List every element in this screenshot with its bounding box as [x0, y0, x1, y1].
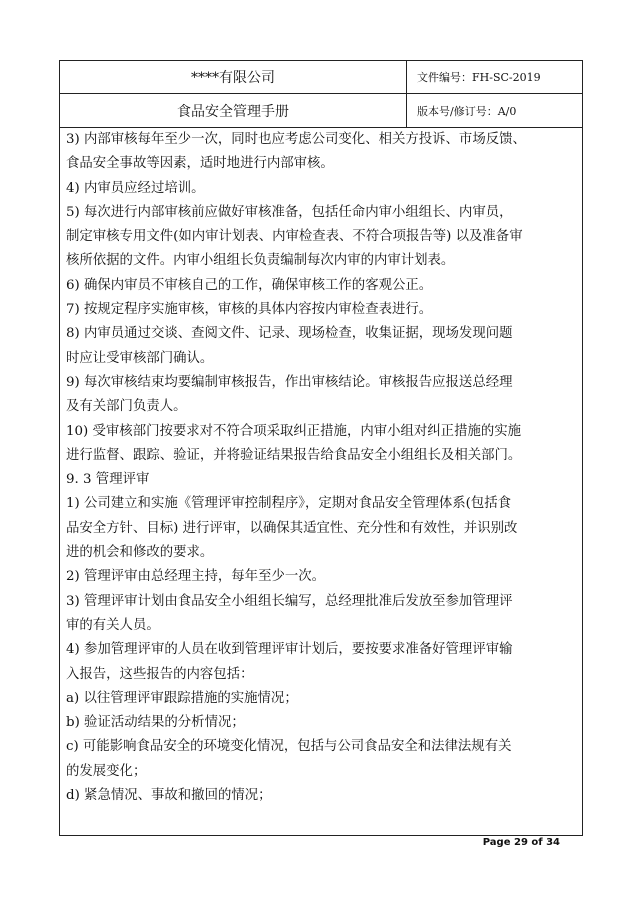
page-number: Page 29 of 34: [482, 837, 560, 848]
text-line: 1) 公司建立和实施《管理评审控制程序》，定期对食品安全管理体系(包括食: [66, 496, 512, 512]
text-line: 2) 管理评审由总经理主持，每年至少一次。: [66, 569, 326, 585]
text-line: a) 以往管理评审跟踪措施的实施情况；: [66, 690, 298, 706]
text-line: b) 验证活动结果的分析情况；: [66, 715, 245, 731]
text-line: 进的机会和修改的要求。: [66, 545, 214, 561]
header-row-title: [60, 94, 582, 128]
text-line: 品安全方针、目标) 进行评审，以确保其适宜性、充分性和有效性，并识别改: [66, 520, 518, 536]
text-line: d) 紧急情况、事故和撤回的情况；: [66, 788, 272, 804]
header-row-company: [60, 61, 582, 94]
document-number: 文件编号：FH-SC-2019: [417, 71, 541, 84]
text-line: 9) 每次审核结束均要编制审核报告，作出审核结论。审核报告应报送总经理: [66, 374, 513, 390]
document-frame: [59, 60, 583, 836]
text-line: 8) 内审员通过交谈、查阅文件、记录、现场检查，收集证据，现场发现问题: [66, 326, 513, 342]
text-line: 7) 按规定程序实施审核，审核的具体内容按内审检查表进行。: [66, 302, 433, 318]
text-line: c) 可能影响食品安全的环境变化情况，包括与公司食品安全和法律法规有关: [66, 739, 512, 755]
text-line: 3) 内部审核每年至少一次，同时也应考虑公司变化、相关方投诉、市场反馈、: [66, 132, 526, 147]
manual-title: 食品安全管理手册: [60, 94, 407, 127]
text-line: 制定审核专用文件(如内审计划表、内审检查表、不符合项报告等) 以及准备审: [66, 229, 523, 245]
text-line: 审的有关人员。: [66, 617, 160, 633]
version-number: 版本号/修订号：A/0: [417, 104, 517, 118]
text-line: 的发展变化；: [66, 763, 147, 779]
text-line: 5) 每次进行内部审核前应做好审核准备，包括任命内审小组组长、内审员，: [66, 204, 513, 220]
document-body: [66, 128, 576, 808]
text-line: 入报告，这些报告的内容包括：: [66, 666, 254, 682]
text-line: 核所依据的文件。内审小组组长负责编制每次内审的内审计划表。: [66, 253, 455, 269]
text-line: 进行监督、跟踪、验证，并将验证结果报告给食品安全小组组长及相关部门。: [66, 447, 522, 463]
text-line: 及有关部门负责人。: [66, 399, 187, 415]
text-line: 食品安全事故等因素，适时地进行内部审核。: [66, 156, 334, 172]
text-line: 4) 参加管理评审的人员在收到管理评审计划后，要按要求准备好管理评审输: [66, 642, 513, 658]
text-line: 3) 管理评审计划由食品安全小组组长编写，总经理批准后发放至参加管理评: [66, 593, 513, 609]
text-line: 4) 内审员应经过培训。: [66, 180, 205, 196]
text-line: 时应让受审核部门确认。: [66, 350, 214, 366]
text-line: 6) 确保内审员不审核自己的工作，确保审核工作的客观公正。: [66, 277, 433, 293]
company-name: ****有限公司: [60, 61, 407, 93]
text-line: 10) 受审核部门按要求对不符合项采取纠正措施，内审小组对纠正措施的实施: [66, 423, 522, 439]
text-line: 9. 3 管理评审: [66, 472, 150, 488]
